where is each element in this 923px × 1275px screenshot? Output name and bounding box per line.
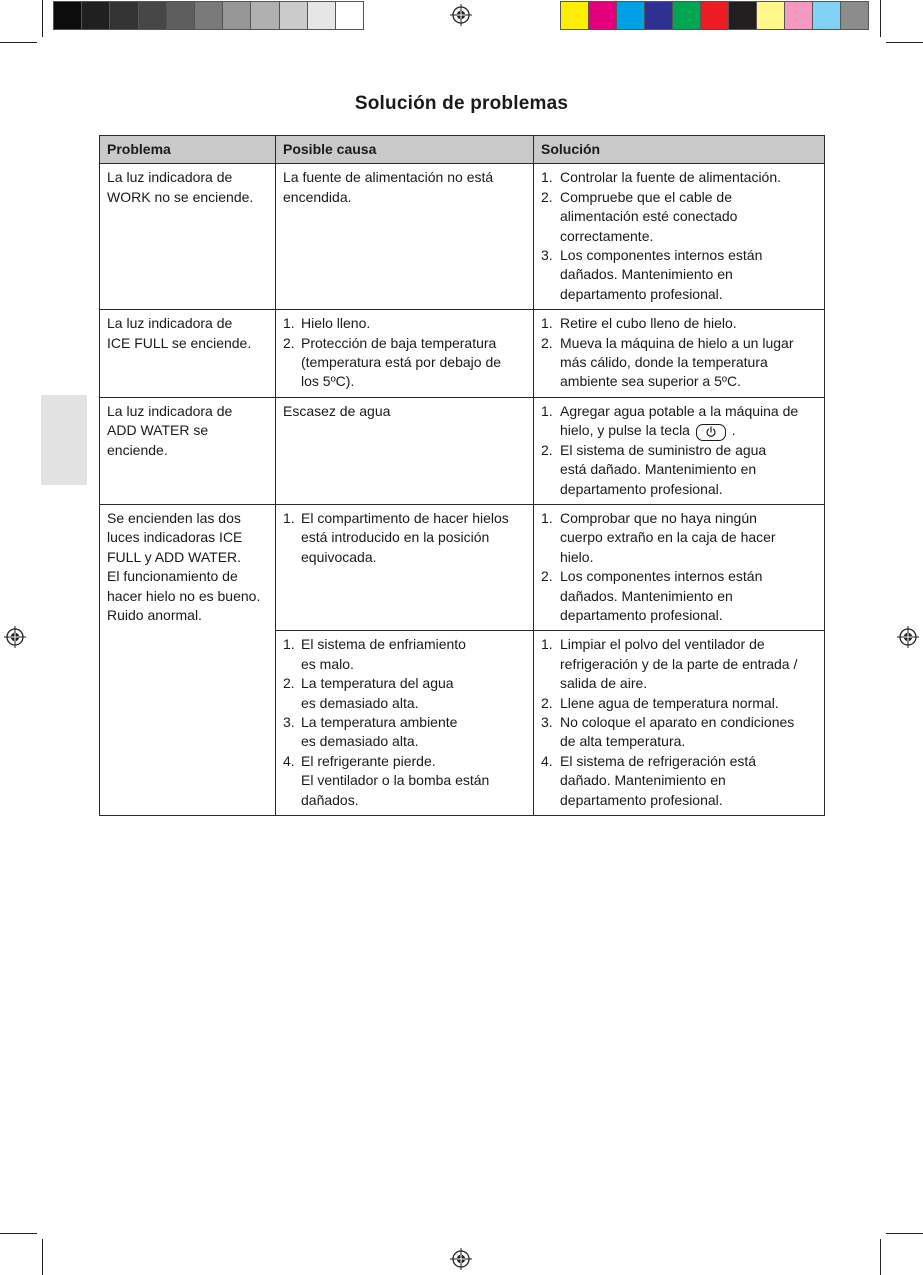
- text-line: ADD WATER se: [107, 422, 209, 439]
- text-line: El ventilador o la bomba están: [301, 772, 490, 789]
- problem-cell: [100, 397, 276, 504]
- text-line: hielo.: [560, 548, 594, 565]
- crop-mark: [886, 1233, 923, 1234]
- text-line: equivocada.: [301, 548, 377, 565]
- item-number: 2.: [283, 675, 295, 692]
- color-swatch: [223, 2, 251, 29]
- language-side-tab: [41, 395, 87, 485]
- problem-cell: [100, 505, 276, 816]
- item-number: 4.: [283, 752, 295, 769]
- crop-mark: [880, 1239, 881, 1275]
- text-line: La temperatura ambiente: [301, 714, 458, 731]
- list-item: [541, 246, 817, 304]
- text-fragment: .: [731, 422, 736, 439]
- list-item: [541, 694, 817, 713]
- text-line: (temperatura está por debajo de: [301, 354, 502, 371]
- text-line: La luz indicadora de: [107, 315, 233, 332]
- list-item: [283, 752, 526, 810]
- cause-cell: [276, 164, 534, 310]
- color-swatch: [841, 2, 868, 29]
- text-line: Escasez de agua: [283, 402, 391, 419]
- item-number: 1.: [283, 636, 295, 653]
- color-swatch: [139, 2, 167, 29]
- text-fragment: hielo, y pulse la tecla: [560, 422, 690, 439]
- item-number: 3.: [283, 714, 295, 731]
- color-swatch: [82, 2, 110, 29]
- text-line: Mueva la máquina de hielo a un lugar: [560, 334, 794, 351]
- list-item: [541, 509, 817, 567]
- text-line: El funcionamiento de: [107, 568, 238, 585]
- solution-cell: [534, 631, 825, 816]
- item-number: 1.: [541, 510, 553, 526]
- color-swatch: [757, 2, 785, 29]
- text-line: departamento profesional.: [560, 607, 723, 624]
- text-line: dañados. Mantenimiento en: [560, 587, 733, 604]
- text-line: La luz indicadora de: [107, 402, 233, 419]
- list-item: [283, 635, 526, 674]
- list-item: [283, 713, 526, 752]
- text-line: dañados. Mantenimiento en: [560, 266, 733, 283]
- crop-mark: [886, 42, 923, 43]
- crop-mark: [0, 42, 37, 43]
- text-line: FULL y ADD WATER.: [107, 548, 242, 565]
- text-line: Protección de baja temperatura: [301, 334, 497, 351]
- solution-cell: [534, 397, 825, 504]
- registration-mark-icon: [4, 626, 26, 648]
- solution-cell: [534, 164, 825, 310]
- text-line: departamento profesional.: [560, 791, 723, 808]
- list-item: [283, 674, 526, 713]
- header-solution: Solución: [534, 136, 825, 164]
- item-number: 1.: [541, 636, 553, 653]
- cause-cell: [276, 631, 534, 816]
- color-swatch: [589, 2, 617, 29]
- item-number: 2.: [541, 694, 553, 711]
- text-line: Ruido anormal.: [107, 607, 202, 624]
- crop-mark: [42, 0, 43, 37]
- text-line: Retire el cubo lleno de hielo.: [560, 315, 737, 332]
- text-line: La fuente de alimentación no está: [283, 169, 494, 186]
- item-number: 1.: [541, 402, 553, 419]
- text-line: correctamente.: [560, 227, 654, 244]
- list-item: [541, 713, 817, 752]
- registration-mark-icon: [450, 1248, 472, 1270]
- color-swatch: [561, 2, 589, 29]
- color-swatch: [617, 2, 645, 29]
- text-line: enciende.: [107, 441, 168, 458]
- text-line: La luz indicadora de: [107, 169, 233, 186]
- item-number: 2.: [541, 568, 553, 585]
- text-line: cuerpo extraño en la caja de hacer: [560, 529, 776, 546]
- text-line: ICE FULL se enciende.: [107, 334, 252, 351]
- item-number: 1.: [283, 510, 295, 526]
- power-key-icon: [696, 424, 726, 441]
- text-line: es demasiado alta.: [301, 694, 419, 711]
- page-title: Solución de problemas: [354, 93, 569, 114]
- text-line: dañado. Mantenimiento en: [560, 772, 726, 789]
- text-line: Llene agua de temperatura normal.: [560, 694, 779, 711]
- text-line: encendida.: [283, 188, 352, 205]
- gray-calibration-strip: [53, 1, 364, 30]
- color-swatch: [645, 2, 673, 29]
- color-swatch: [251, 2, 279, 29]
- text-line: La temperatura del agua: [301, 675, 454, 692]
- text-line: está dañado. Mantenimiento en: [560, 461, 757, 478]
- text-line: El sistema de enfriamiento: [301, 636, 466, 653]
- list-item: [541, 188, 817, 246]
- text-line: WORK no se enciende.: [107, 188, 254, 205]
- item-number: 2.: [283, 334, 295, 351]
- text-line: Los componentes internos están: [560, 568, 763, 585]
- text-line: de alta temperatura.: [560, 733, 686, 750]
- text-line: es malo.: [301, 655, 354, 672]
- color-swatch: [195, 2, 223, 29]
- color-swatch: [813, 2, 841, 29]
- item-number: 2.: [541, 334, 553, 351]
- item-number: 4.: [541, 752, 553, 769]
- text-line: Comprobar que no haya ningún: [560, 510, 757, 526]
- table-row: [100, 164, 825, 310]
- color-swatch: [673, 2, 701, 29]
- crop-mark: [42, 1239, 43, 1275]
- color-calibration-strip: [560, 1, 869, 30]
- color-swatch: [110, 2, 138, 29]
- list-item: [283, 509, 526, 567]
- text-line: departamento profesional.: [560, 285, 723, 302]
- item-number: 3.: [541, 714, 553, 731]
- table-row: [100, 505, 825, 631]
- text-line: No coloque el aparato en condiciones: [560, 714, 795, 731]
- text-line: los 5ºC).: [301, 373, 355, 390]
- registration-mark-icon: [897, 626, 919, 648]
- text-line: luces indicadoras ICE: [107, 529, 243, 546]
- list-item: [541, 752, 817, 810]
- cause-cell: [276, 310, 534, 398]
- item-number: 2.: [541, 188, 553, 205]
- text-line: ambiente sea superior a 5ºC.: [560, 373, 741, 390]
- header-problem: Problema: [100, 136, 276, 164]
- text-line: departamento profesional.: [560, 480, 723, 497]
- text-line: Los componentes internos están: [560, 247, 763, 264]
- text-line: Se encienden las dos: [107, 510, 241, 526]
- problem-cell: [100, 310, 276, 398]
- color-swatch: [54, 2, 82, 29]
- list-item: [541, 402, 817, 441]
- list-item: [541, 314, 817, 333]
- item-number: 1.: [541, 169, 553, 186]
- list-item: [541, 334, 817, 392]
- text-line: refrigeración y de la parte de entrada /: [560, 655, 798, 672]
- text-line: está introducido en la posición: [301, 529, 490, 546]
- color-swatch: [701, 2, 729, 29]
- problem-cell: [100, 164, 276, 310]
- item-number: 3.: [541, 247, 553, 264]
- text-line: El refrigerante pierde.: [301, 752, 436, 769]
- text-line: El sistema de refrigeración está: [560, 752, 757, 769]
- text-line: más cálido, donde la temperatura: [560, 354, 768, 371]
- list-item: [541, 441, 817, 499]
- table-header-row: [100, 136, 825, 164]
- item-number: 2.: [541, 441, 553, 458]
- text-line: hacer hielo no es bueno.: [107, 587, 261, 604]
- troubleshooting-table: [99, 135, 825, 816]
- crop-mark: [0, 1233, 37, 1234]
- list-item: [541, 567, 817, 625]
- list-item: [283, 334, 526, 392]
- color-swatch: [308, 2, 336, 29]
- registration-mark-icon: [450, 4, 472, 26]
- table-row: [100, 310, 825, 398]
- color-swatch: [167, 2, 195, 29]
- text-line: salida de aire.: [560, 675, 648, 692]
- cause-cell: [276, 505, 534, 631]
- crop-mark: [880, 0, 881, 37]
- text-line: Limpiar el polvo del ventilador de: [560, 636, 765, 653]
- text-line: [560, 421, 817, 441]
- header-cause: Posible causa: [276, 136, 534, 164]
- color-swatch: [280, 2, 308, 29]
- item-number: 1.: [283, 315, 295, 332]
- text-line: Compruebe que el cable de: [560, 188, 733, 205]
- text-line: dañados.: [301, 791, 359, 808]
- text-line: El compartimento de hacer hielos: [301, 510, 509, 526]
- item-number: 1.: [541, 315, 553, 332]
- text-line: es demasiado alta.: [301, 733, 419, 750]
- color-swatch: [785, 2, 813, 29]
- color-swatch: [336, 2, 363, 29]
- text-line: alimentación esté conectado: [560, 208, 738, 225]
- text-line: Agregar agua potable a la máquina de: [560, 402, 799, 419]
- color-swatch: [729, 2, 757, 29]
- list-item: [283, 314, 526, 333]
- list-item: [541, 168, 817, 187]
- solution-cell: [534, 310, 825, 398]
- solution-cell: [534, 505, 825, 631]
- list-item: [541, 635, 817, 693]
- table-row: [100, 397, 825, 504]
- text-line: Hielo lleno.: [301, 315, 371, 332]
- text-line: Controlar la fuente de alimentación.: [560, 169, 782, 186]
- text-line: El sistema de suministro de agua: [560, 441, 767, 458]
- cause-cell: [276, 397, 534, 504]
